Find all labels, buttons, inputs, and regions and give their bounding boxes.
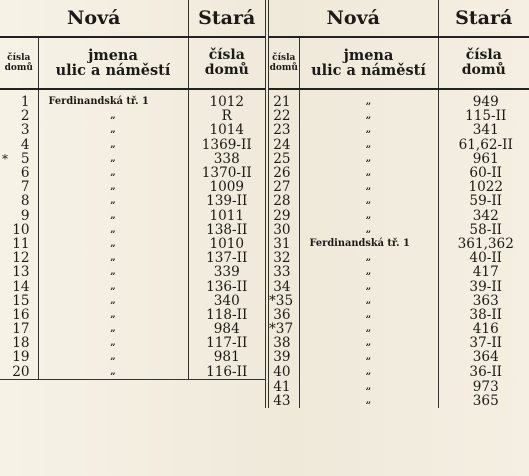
left-ditto-mark: „ [38, 279, 188, 293]
table-row [0, 166, 529, 180]
left-new-number: 16 [0, 308, 38, 322]
right-ditto-mark: „ [299, 95, 438, 109]
right-ditto-mark: „ [299, 394, 438, 408]
subheader-left-streets [38, 37, 188, 89]
table-row [0, 265, 529, 279]
left-ditto-mark: „ [38, 194, 188, 208]
right-old-number: 37-II [469, 335, 503, 352]
left-old-number: 1011 [188, 209, 267, 223]
right-new-number: 27 [267, 180, 299, 194]
subheader-right-numbers [267, 37, 299, 89]
table-row [0, 379, 529, 394]
empty-cell [38, 379, 188, 394]
right-ditto-mark: „ [299, 123, 438, 137]
right-ditto-mark: „ [299, 279, 438, 293]
table-row [0, 394, 529, 408]
subheader-left-old-line1: čísla [208, 47, 245, 63]
table-row [0, 95, 529, 109]
subheader-left-numbers-line2: domů [4, 63, 33, 73]
right-old-number: 59-II [469, 193, 503, 210]
right-new-number: 30 [267, 223, 299, 237]
left-new-number: 20 [0, 365, 38, 380]
table-row [0, 237, 529, 251]
right-old-number: 417 [472, 264, 499, 281]
left-old-number: 1014 [188, 123, 267, 137]
left-ditto-mark: „ [38, 209, 188, 223]
left-new-number: 3 [0, 123, 38, 137]
left-new-number: 7 [0, 180, 38, 194]
right-ditto-mark: „ [299, 166, 438, 180]
right-old-number: 342 [472, 207, 499, 224]
left-old-number: 340 [188, 294, 267, 308]
left-ditto-mark: „ [38, 166, 188, 180]
left-new-number: 13 [0, 265, 38, 279]
subheader-right-old-line1: čísla [465, 47, 502, 63]
right-new-number: 23 [267, 123, 299, 137]
left-new-number: 4 [0, 138, 38, 152]
right-new-number: 26 [267, 166, 299, 180]
right-old-number: 365 [472, 393, 499, 410]
left-old-number: 984 [188, 322, 267, 336]
subheader-left-streets-line1: jmena [88, 47, 138, 64]
header-left-new: Nová [0, 0, 188, 37]
subheader-right-streets-line2: ulic a náměstí [311, 62, 426, 79]
right-street-name: Ferdinandská tř. 1 [299, 237, 438, 251]
right-ditto-mark: „ [299, 223, 438, 237]
header-right-old: Stará [438, 0, 529, 37]
right-ditto-mark: „ [299, 251, 438, 265]
right-new-number: 21 [267, 95, 299, 109]
right-ditto-mark: „ [299, 379, 438, 394]
left-ditto-mark: „ [38, 223, 188, 237]
left-old-number: 137-II [188, 251, 267, 265]
left-new-number: 19 [0, 350, 38, 364]
left-ditto-mark: „ [38, 152, 188, 166]
empty-cell [0, 379, 38, 394]
table-row [0, 180, 529, 194]
table-row [0, 209, 529, 223]
right-ditto-mark: „ [299, 194, 438, 208]
empty-cell [0, 394, 38, 408]
right-new-number: 34 [267, 279, 299, 293]
subheader-left-old [188, 37, 267, 89]
subheader-left-numbers-line1: čísla [7, 53, 31, 63]
table-row [0, 251, 529, 265]
subheader-right-numbers-line1: čísla [272, 53, 296, 63]
left-ditto-mark: „ [38, 350, 188, 364]
left-ditto-mark: „ [38, 322, 188, 336]
table-row [0, 365, 529, 380]
subheader-left-numbers [0, 37, 38, 89]
table-row [0, 308, 529, 322]
right-old-number: 115-II [465, 108, 507, 125]
right-new-number: 39 [267, 350, 299, 364]
right-new-number: 43 [267, 394, 299, 408]
left-old-number: 1369-II [188, 138, 267, 152]
right-ditto-mark: „ [299, 350, 438, 364]
right-ditto-mark: „ [299, 180, 438, 194]
table-row [0, 350, 529, 364]
right-ditto-mark: „ [299, 294, 438, 308]
header-right-new: Nová [267, 0, 438, 37]
left-old-number: 1370-II [188, 166, 267, 180]
right-new-number: 24 [267, 138, 299, 152]
right-old-number: 1022 [468, 179, 504, 196]
right-new-number: 41 [267, 379, 299, 394]
right-new-number: 31 [267, 237, 299, 251]
right-new-number: 22 [267, 109, 299, 123]
left-old-number: R [188, 109, 267, 123]
table-row [0, 152, 529, 166]
right-old-number: 60-II [469, 165, 503, 182]
left-old-number: 338 [188, 152, 267, 166]
right-old-number: 341 [472, 122, 499, 139]
left-new-number: 2 [0, 109, 38, 123]
left-ditto-mark: „ [38, 336, 188, 350]
left-old-number: 139-II [188, 194, 267, 208]
right-ditto-mark: „ [299, 265, 438, 279]
right-new-number: *37 [267, 322, 299, 336]
table-row [0, 294, 529, 308]
left-old-number: 1012 [188, 95, 267, 109]
subheader-left-streets-line2: ulic a náměstí [55, 62, 171, 79]
left-ditto-mark: „ [38, 109, 188, 123]
left-ditto-mark: „ [38, 294, 188, 308]
subheader-right-old-line2: domů [461, 62, 506, 78]
right-new-number: 40 [267, 365, 299, 380]
right-ditto-mark: „ [299, 322, 438, 336]
table-row [0, 109, 529, 123]
subheader-right-old [438, 37, 529, 89]
left-ditto-mark: „ [38, 138, 188, 152]
right-ditto-mark: „ [299, 152, 438, 166]
left-old-number: 116-II [188, 365, 267, 380]
left-new-number: 6 [0, 166, 38, 180]
left-ditto-mark: „ [38, 180, 188, 194]
left-new-number: 8 [0, 194, 38, 208]
right-old-number: 39-II [469, 278, 503, 295]
left-old-number: 136-II [188, 279, 267, 293]
left-new-number: 1 [0, 95, 38, 109]
empty-cell [188, 394, 267, 408]
left-old-number: 1010 [188, 237, 267, 251]
right-old-number: 38-II [469, 306, 503, 323]
table-row [0, 194, 529, 208]
left-old-number: 118-II [188, 308, 267, 322]
left-new-number: * 5 [0, 152, 38, 166]
right-new-number: 38 [267, 336, 299, 350]
right-old-number: 61,62-II [458, 136, 513, 153]
right-new-number: 25 [267, 152, 299, 166]
right-ditto-mark: „ [299, 308, 438, 322]
left-ditto-mark: „ [38, 251, 188, 265]
left-old-number: 1009 [188, 180, 267, 194]
subheader-left-old-line2: domů [204, 62, 249, 78]
left-new-number: 12 [0, 251, 38, 265]
right-ditto-mark: „ [299, 109, 438, 123]
table-row [0, 223, 529, 237]
right-old-number: 363 [472, 292, 499, 309]
right-new-number: *35 [267, 294, 299, 308]
right-new-number: 33 [267, 265, 299, 279]
left-new-number: 17 [0, 322, 38, 336]
left-street-name: Ferdinandská tř. 1 [38, 95, 188, 109]
left-new-number: 18 [0, 336, 38, 350]
subheader-right-numbers-line2: domů [269, 63, 298, 73]
table-row [0, 138, 529, 152]
left-new-number: 14 [0, 279, 38, 293]
left-ditto-mark: „ [38, 365, 188, 380]
left-new-number: 9 [0, 209, 38, 223]
subheader-right-streets [299, 37, 438, 89]
right-new-number: 32 [267, 251, 299, 265]
right-old-number: 961 [472, 150, 499, 167]
right-old-number: 416 [472, 321, 499, 338]
left-old-number: 339 [188, 265, 267, 279]
right-old-number: 36-II [469, 363, 503, 380]
header-left-old: Stará [188, 0, 267, 37]
right-old-number: 40-II [469, 250, 503, 267]
table-row [0, 123, 529, 137]
right-ditto-mark: „ [299, 209, 438, 223]
subheader-right-streets-line1: jmena [343, 47, 394, 64]
left-old-number: 117-II [188, 336, 267, 350]
empty-cell [188, 379, 267, 394]
right-new-number: 29 [267, 209, 299, 223]
right-ditto-mark: „ [299, 138, 438, 152]
table-row [0, 279, 529, 293]
right-new-number: 36 [267, 308, 299, 322]
right-old-number: 973 [472, 378, 499, 395]
left-ditto-mark: „ [38, 123, 188, 137]
right-old-number: 949 [472, 94, 499, 111]
left-ditto-mark: „ [38, 237, 188, 251]
left-new-number: 15 [0, 294, 38, 308]
left-new-number: 11 [0, 237, 38, 251]
left-old-number: 981 [188, 350, 267, 364]
left-old-number: 138-II [188, 223, 267, 237]
table-row [0, 322, 529, 336]
right-old-number: 364 [472, 349, 499, 366]
empty-cell [38, 394, 188, 408]
left-ditto-mark: „ [38, 308, 188, 322]
right-old-number: 361,362 [457, 235, 514, 252]
right-old-number: 58-II [469, 221, 503, 238]
table-row [0, 336, 529, 350]
right-ditto-mark: „ [299, 365, 438, 380]
right-new-number: 28 [267, 194, 299, 208]
left-new-number: 10 [0, 223, 38, 237]
right-ditto-mark: „ [299, 336, 438, 350]
left-ditto-mark: „ [38, 265, 188, 279]
